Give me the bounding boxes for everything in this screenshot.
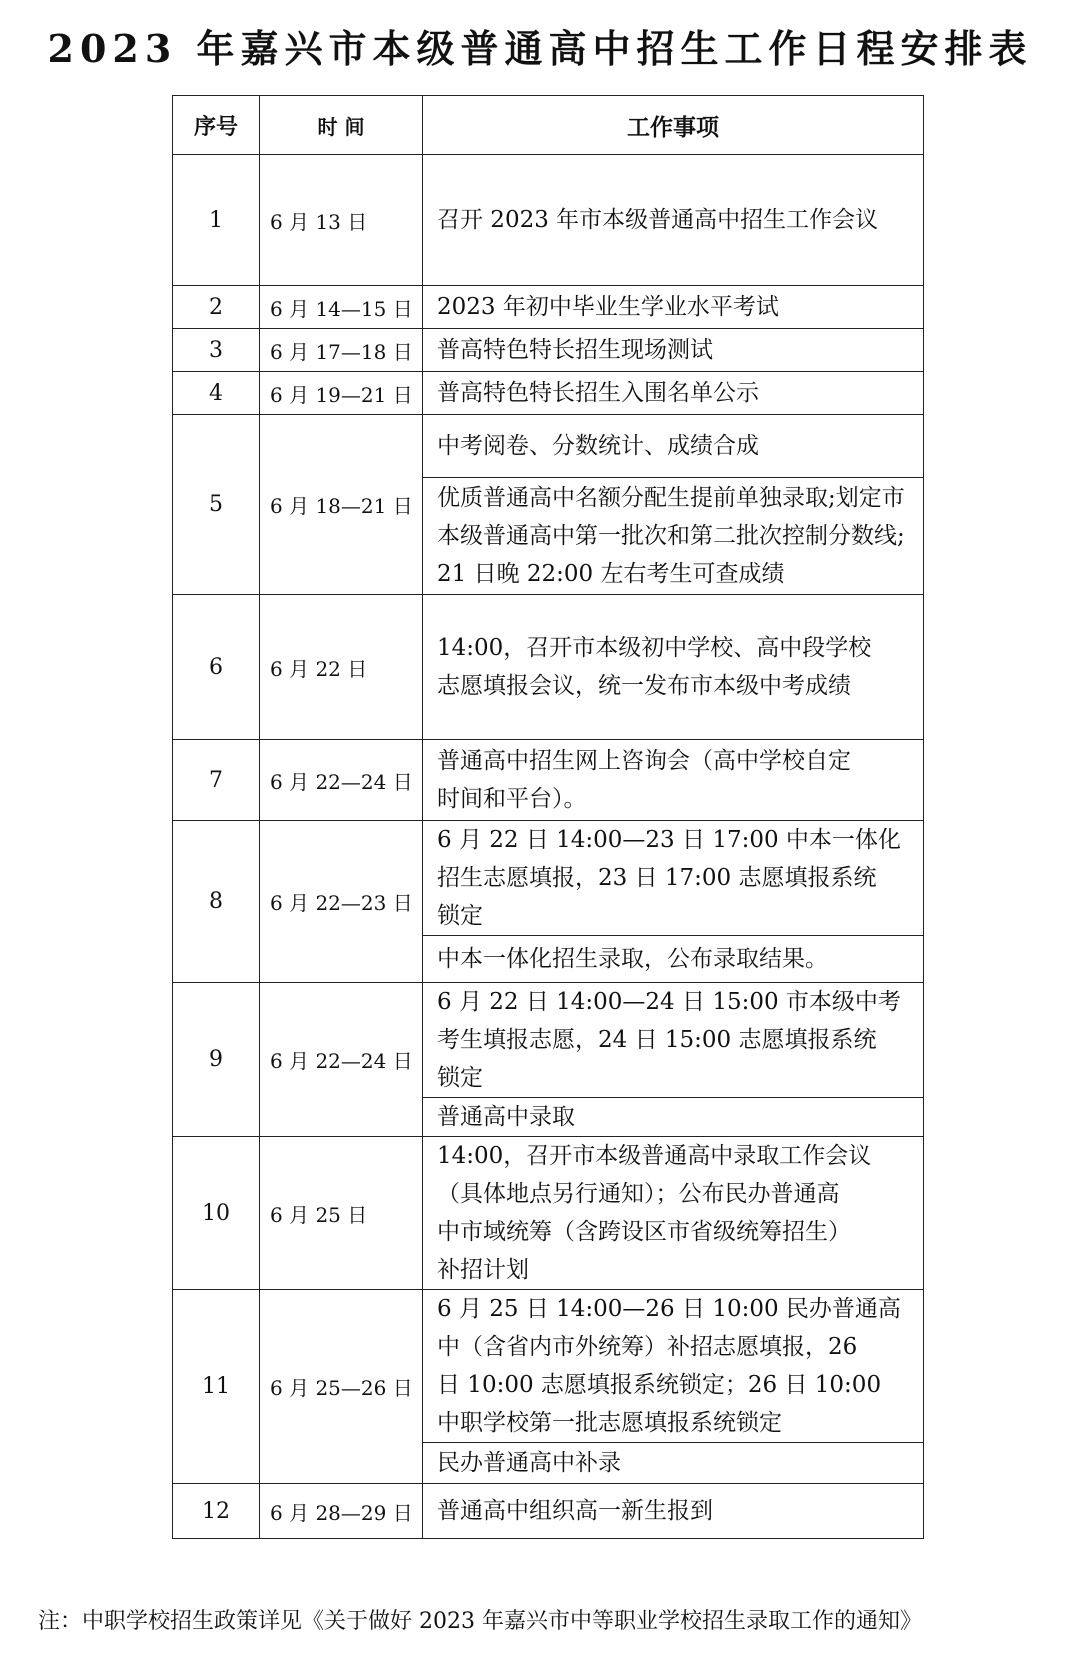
row-number: 4 [173, 372, 260, 415]
row-number: 11 [173, 1290, 260, 1484]
task-line: 补招计划 [437, 1257, 529, 1283]
row-number: 10 [173, 1137, 260, 1290]
row-date: 6 月 19—21 日 [260, 372, 423, 415]
row-date: 6 月 25 日 [260, 1137, 423, 1290]
row-task [423, 1443, 924, 1484]
row-number: 12 [173, 1484, 260, 1539]
row-date: 6 月 22 日 [260, 595, 423, 740]
task-line: 普通高中招生网上咨询会（高中学校自定 [437, 748, 851, 774]
header-num: 序号 [173, 96, 260, 155]
row-task [423, 1137, 924, 1290]
task-line: 锁定 [437, 1065, 483, 1091]
task-line: 普通高中组织高一新生报到 [437, 1498, 713, 1524]
row-number: 8 [173, 821, 260, 983]
table-header-row [173, 96, 924, 155]
row-number: 3 [173, 329, 260, 372]
task-line: 6 月 22 日 14:00—23 日 17:00 中本一体化 [437, 827, 901, 853]
row-date: 6 月 14—15 日 [260, 286, 423, 329]
task-line: 民办普通高中补录 [437, 1450, 621, 1476]
task-line: 志愿填报会议，统一发布市本级中考成绩 [437, 673, 851, 699]
row-task [423, 936, 924, 983]
task-line: 中本一体化招生录取，公布录取结果。 [437, 946, 828, 972]
task-line: 召开 2023 年市本级普通高中招生工作会议 [437, 207, 879, 233]
task-line: 时间和平台）。 [437, 786, 587, 812]
task-line: 6 月 22 日 14:00—24 日 15:00 市本级中考 [437, 989, 901, 1015]
row-task [423, 983, 924, 1098]
task-line: 普高特色特长招生入围名单公示 [437, 380, 759, 406]
row-date: 6 月 28—29 日 [260, 1484, 423, 1539]
row-date: 6 月 22—24 日 [260, 983, 423, 1137]
row-date: 6 月 25—26 日 [260, 1290, 423, 1484]
table-row [173, 329, 924, 372]
table-row [173, 415, 924, 478]
task-line: 锁定 [437, 903, 483, 929]
task-line: （具体地点另行通知）；公布民办普通高 [437, 1181, 840, 1207]
row-task [423, 329, 924, 372]
row-date: 6 月 22—23 日 [260, 821, 423, 983]
task-line: 本级普通高中第一批次和第二批次控制分数线; [437, 523, 905, 549]
table-row [173, 372, 924, 415]
row-task [423, 740, 924, 821]
task-line: 中职学校第一批志愿填报系统锁定 [437, 1410, 782, 1436]
task-line: 招生志愿填报，23 日 17:00 志愿填报系统 [437, 865, 877, 891]
row-number: 7 [173, 740, 260, 821]
row-task [423, 286, 924, 329]
task-line: 6 月 25 日 14:00—26 日 10:00 民办普通高 [437, 1296, 901, 1322]
row-date: 6 月 17—18 日 [260, 329, 423, 372]
row-task [423, 821, 924, 936]
task-line: 中（含省内市外统筹）补招志愿填报，26 [437, 1334, 858, 1360]
task-line: 14:00，召开市本级普通高中录取工作会议 [437, 1143, 872, 1169]
table-row [173, 595, 924, 740]
row-date: 6 月 13 日 [260, 155, 423, 286]
table-row [173, 821, 924, 936]
task-line: 21 日晚 22:00 左右考生可查成绩 [437, 561, 785, 587]
row-task [423, 155, 924, 286]
task-line: 中市域统筹（含跨设区市省级统筹招生） [437, 1219, 851, 1245]
task-line: 中考阅卷、分数统计、成绩合成 [437, 433, 759, 459]
task-line: 14:00，召开市本级初中学校、高中段学校 [437, 635, 872, 661]
row-number: 9 [173, 983, 260, 1137]
header-task: 工作事项 [423, 96, 924, 155]
table-row [173, 1290, 924, 1443]
row-number: 1 [173, 155, 260, 286]
table-row [173, 155, 924, 286]
row-task [423, 595, 924, 740]
row-task [423, 1290, 924, 1443]
schedule-table [172, 95, 924, 1539]
task-line: 普高特色特长招生现场测试 [437, 337, 713, 363]
row-number: 5 [173, 415, 260, 595]
task-line: 考生填报志愿，24 日 15:00 志愿填报系统 [437, 1027, 877, 1053]
task-line: 2023 年初中毕业生学业水平考试 [437, 294, 779, 320]
footnote: 注：中职学校招生政策详见《关于做好 2023 年嘉兴市中等职业学校招生录取工作的通知》 [38, 1609, 922, 1634]
row-task [423, 478, 924, 595]
task-line: 普通高中录取 [437, 1104, 575, 1130]
row-number: 6 [173, 595, 260, 740]
row-number: 2 [173, 286, 260, 329]
row-task [423, 415, 924, 478]
row-date: 6 月 18—21 日 [260, 415, 423, 595]
table-row [173, 740, 924, 821]
row-task [423, 1484, 924, 1539]
task-line: 优质普通高中名额分配生提前单独录取;划定市 [437, 485, 905, 511]
row-date: 6 月 22—24 日 [260, 740, 423, 821]
row-task [423, 1098, 924, 1137]
page-title: 2023 年嘉兴市本级普通高中招生工作日程安排表 [47, 26, 1033, 71]
table-row [173, 1484, 924, 1539]
table-row [173, 983, 924, 1098]
header-time: 时 间 [260, 96, 423, 155]
row-task [423, 372, 924, 415]
table-row [173, 1137, 924, 1290]
table-row [173, 286, 924, 329]
task-line: 日 10:00 志愿填报系统锁定；26 日 10:00 [437, 1372, 882, 1398]
